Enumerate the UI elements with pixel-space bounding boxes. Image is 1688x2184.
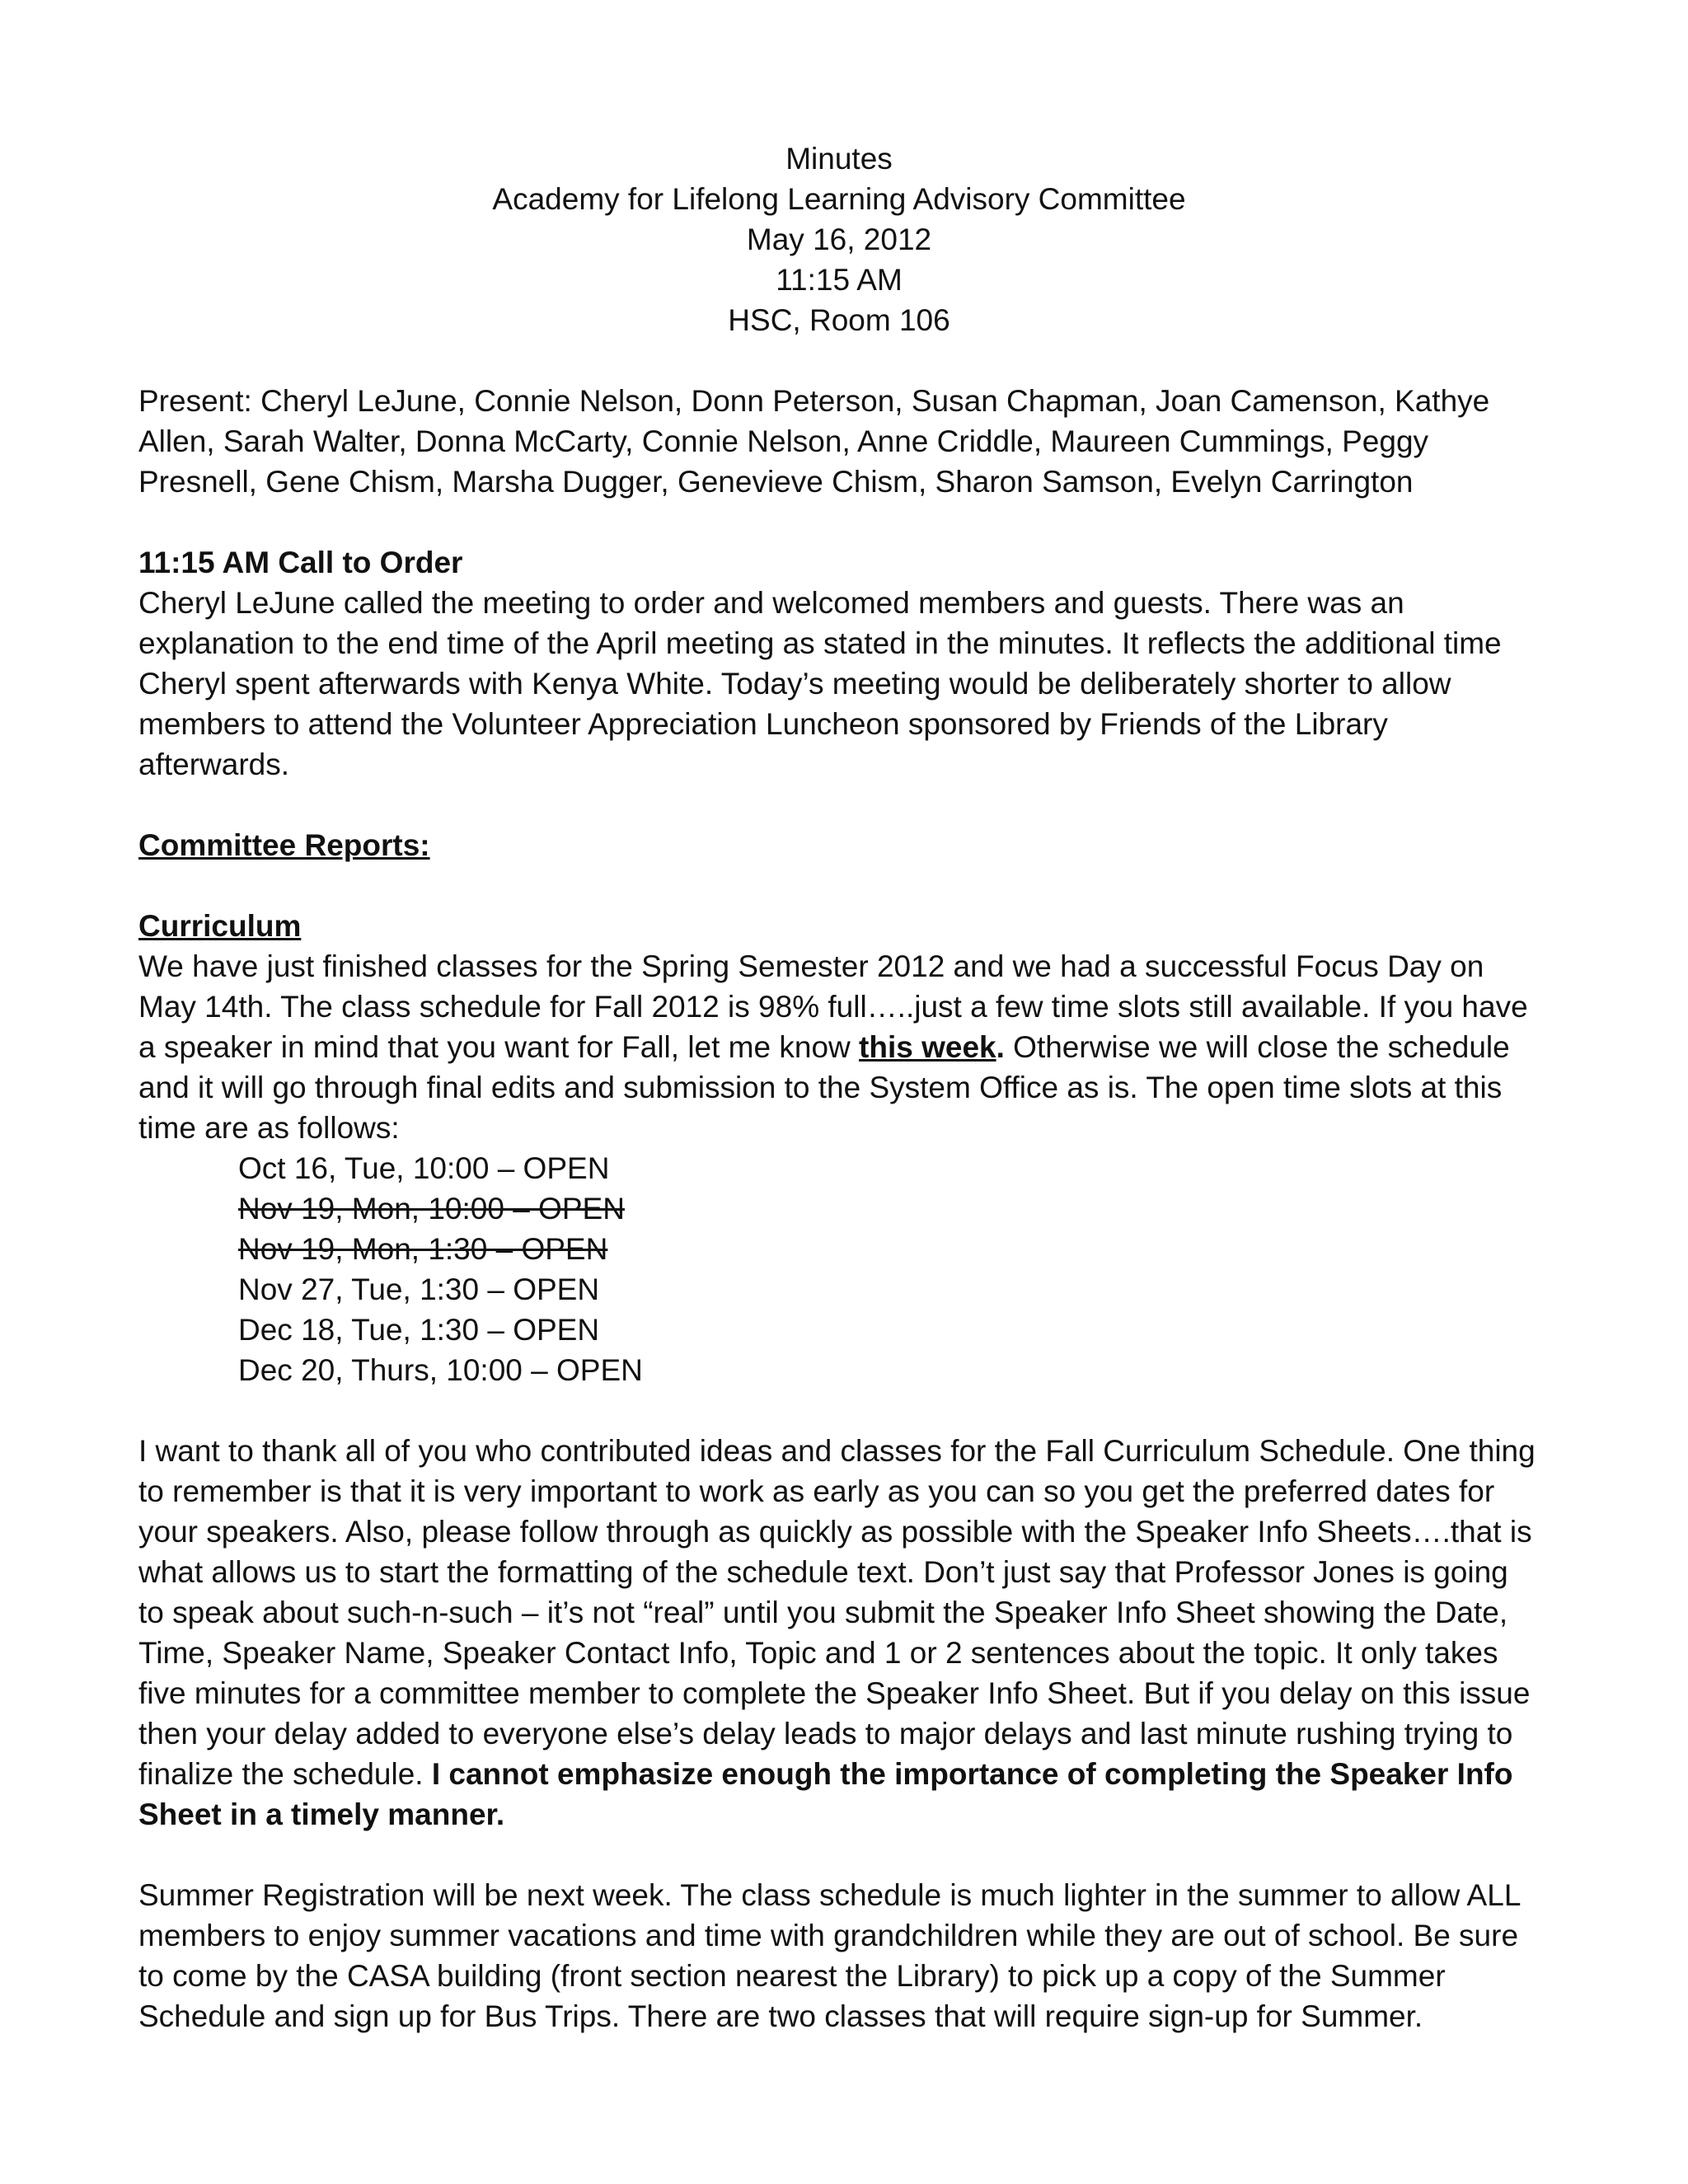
curriculum-intro-continued: Otherwise we will close the schedule and it will go through final edits and submission to the System Office as is. The open time slots at this time are as follows: xyxy=(138,1030,1510,1145)
document-page xyxy=(138,138,1540,2036)
attendees-paragraph: Present: Cheryl LeJune, Connie Nelson, Donn Peterson, Susan Chapman, Joan Camenson, Kathye Allen, Sarah Walter, Donna McCarty, Connie Nelson, Anne Criddle, Maureen Cummings, Peggy Presnell, Gene Chism, Marsha Dugger, Genevieve Chism, Sharon Samson, Evelyn Carrington xyxy=(138,384,1490,499)
summer-registration-paragraph: Summer Registration will be next week. The class schedule is much lighter in the summer to allow ALL members to enjoy summer vacations and time with grandchildren while they are out of school. Be sure to come by the CASA building (front section nearest the Library) to pick up a copy of the Summer Schedule and sign up for Bus Trips. There are two classes that will require sign-up for Summer. xyxy=(138,1878,1521,2033)
curriculum-intro-text: We have just finished classes for the Spring Semester 2012 and we had a successful Focus Day on May 14th. The class schedule for Fall 2012 is 98% full…..just a few time slots still available. If you have a speaker in mind that you want for Fall, let me know xyxy=(138,949,1528,1064)
time-slot: Nov 27, Tue, 1:30 – OPEN xyxy=(238,1272,600,1306)
time-slot: Oct 16, Tue, 10:00 – OPEN xyxy=(238,1151,610,1185)
document-header xyxy=(138,138,1540,340)
curriculum-intro-paragraph xyxy=(138,946,1540,1148)
time-slot: Dec 20, Thurs, 10:00 – OPEN xyxy=(238,1353,643,1387)
committee-reports-heading: Committee Reports: xyxy=(138,828,430,862)
curriculum-heading: Curriculum xyxy=(138,909,302,943)
speaker-info-paragraph xyxy=(138,1431,1540,1835)
header-committee: Academy for Lifelong Learning Advisory Committee xyxy=(492,182,1186,216)
speaker-info-text: I want to thank all of you who contributed ideas and classes for the Fall Curriculum Schedule. One thing to remember is that it is very important to work as early as you can so you get the preferred dates for your speakers. Also, please follow through as quickly as possible with the Speaker Info Sheets….that is what allows us to start the formatting of the schedule text. Don’t just say that Professor Jones is going to speak about such-n-such – it’s not “real” until you submit the Speaker Info Sheet showing the Date, Time, Speaker Name, Speaker Contact Info, Topic and 1 or 2 sentences about the topic. It only takes five minutes for a committee member to complete the Speaker Info Sheet. But if you delay on this issue then your delay added to everyone else’s delay leads to major delays and last minute rushing trying to finalize the schedule. xyxy=(138,1434,1536,1791)
time-slot-struck: Nov 19, Mon, 1:30 – OPEN xyxy=(238,1232,608,1266)
speaker-info-emphasis: I cannot emphasize enough the importance of completing the Speaker Info Sheet in a timely manner. xyxy=(138,1757,1513,1831)
emphasis-period: . xyxy=(996,1030,1005,1064)
header-location: HSC, Room 106 xyxy=(728,303,950,337)
time-slot-struck: Nov 19, Mon, 10:00 – OPEN xyxy=(238,1192,625,1226)
header-time: 11:15 AM xyxy=(776,263,903,297)
call-to-order-heading: 11:15 AM Call to Order xyxy=(138,546,463,579)
open-time-slots-list xyxy=(238,1148,1540,1390)
this-week-emphasis: this week xyxy=(859,1030,996,1064)
time-slot: Dec 18, Tue, 1:30 – OPEN xyxy=(238,1313,600,1347)
header-title: Minutes xyxy=(785,142,893,176)
call-to-order-paragraph: Cheryl LeJune called the meeting to order and welcomed members and guests. There was an explanation to the end time of the April meeting as stated in the minutes. It reflects the additional time Cheryl spent afterwards with Kenya White. Today’s meeting would be deliberately shorter to allow members to attend the Volunteer Appreciation Luncheon sponsored by Friends of the Library afterwards. xyxy=(138,586,1502,781)
header-date: May 16, 2012 xyxy=(746,223,932,256)
